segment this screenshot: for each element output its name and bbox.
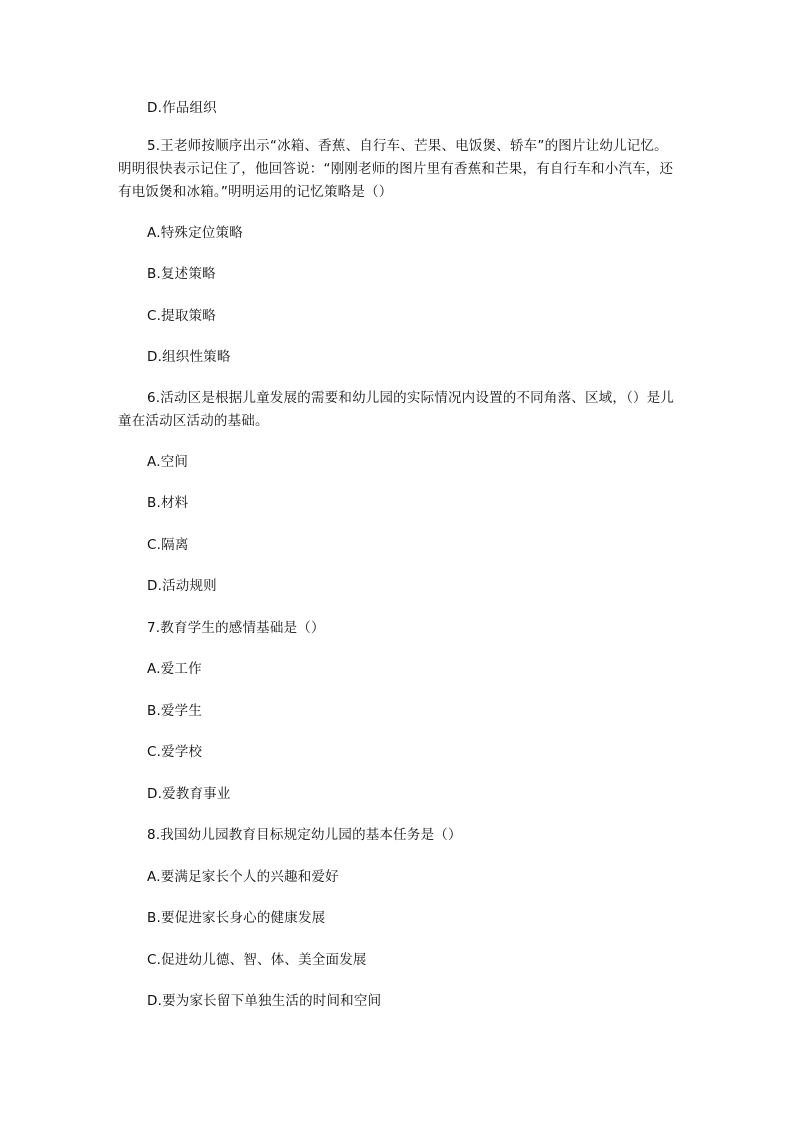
q6-option-b: B.材料 (147, 495, 189, 511)
q7-option-a: A.爱工作 (147, 661, 202, 677)
q5-option-a: A.特殊定位策略 (147, 225, 243, 241)
q8-option-c: C.促进幼儿德、智、体、美全面发展 (147, 952, 367, 968)
q7-option-d: D.爱教育事业 (147, 786, 231, 802)
q6-option-c: C.隔离 (147, 537, 189, 553)
q8-stem: 8.我国幼儿园教育目标规定幼儿园的基本任务是（） (147, 827, 462, 843)
q5-option-c: C.提取策略 (147, 308, 216, 324)
q4-option-d: D.作品组织 (147, 100, 217, 116)
q7-option-b: B.爱学生 (147, 703, 203, 719)
q6-option-d: D.活动规则 (147, 578, 217, 594)
q5-stem: 5.王老师按顺序出示“冰箱、香蕉、自行车、芒果、电饭煲、轿车”的图片让幼儿记忆。明明很快表示记住了，他回答说：“刚刚老师的图片里有香蕉和芒果，有自行车和小汽车，还有电饭煲和冰箱。”明明运用的记忆策略是（） (118, 138, 674, 200)
q6-option-a: A.空间 (147, 454, 189, 470)
q7-option-c: C.爱学校 (147, 744, 203, 760)
q5-option-d: D.组织性策略 (147, 349, 231, 365)
q5-option-b: B.复述策略 (147, 266, 216, 282)
q8-option-d: D.要为家长留下单独生活的时间和空间 (147, 993, 382, 1009)
q6-stem: 6.活动区是根据儿童发展的需要和幼儿园的实际情况内设置的不同角落、区域，（）是儿童在活动区活动的基础。 (118, 390, 675, 429)
q8-option-a: A.要满足家长个人的兴趣和爱好 (147, 869, 339, 885)
q8-option-b: B.要促进家长身心的健康发展 (147, 910, 326, 926)
q7-stem: 7.教育学生的感情基础是（） (147, 620, 325, 636)
